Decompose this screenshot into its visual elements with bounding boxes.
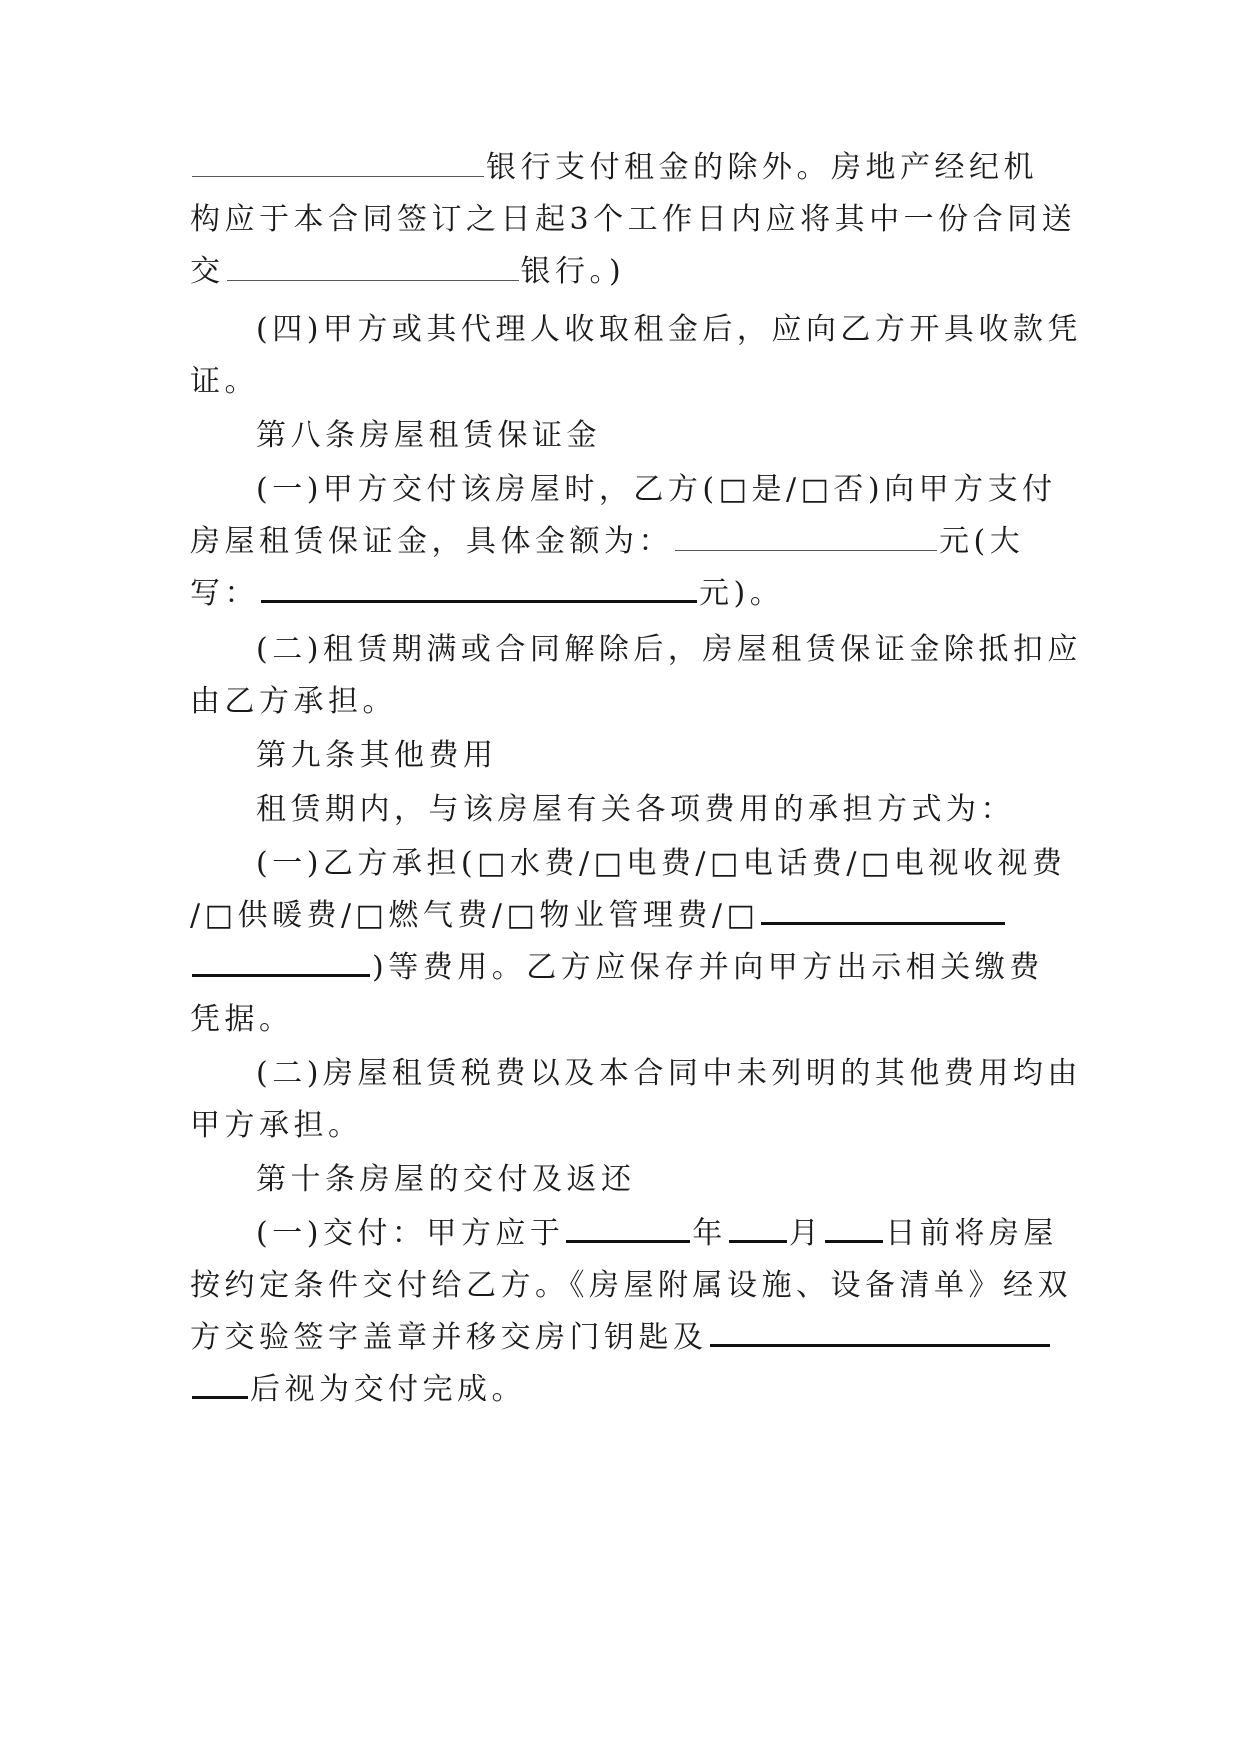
text-line bbox=[190, 200, 1077, 240]
fill-blank[interactable] bbox=[825, 1218, 883, 1243]
text-segment: 元)。 bbox=[699, 576, 785, 611]
text-line bbox=[190, 896, 1052, 936]
text-line bbox=[190, 1266, 1072, 1306]
text-segment: 日前将房屋 bbox=[885, 1216, 1058, 1251]
fill-blank[interactable] bbox=[761, 900, 1005, 925]
text-line bbox=[190, 1318, 1052, 1358]
text-segment: (一)甲方交付该房屋时，乙方(□是/□否)向甲方支付 bbox=[256, 472, 1057, 507]
text-segment: (四)甲方或其代理人收取租金后，应向乙方开具收款凭 bbox=[256, 312, 1082, 347]
text-line bbox=[190, 1000, 1052, 1040]
fill-blank[interactable] bbox=[227, 256, 519, 281]
text-segment: 租赁期内，与该房屋有关各项费用的承担方式为： bbox=[256, 792, 1015, 827]
text-segment: 写： bbox=[190, 576, 259, 611]
fill-blank[interactable] bbox=[192, 1374, 248, 1399]
text-segment: 构应于本合同签订之日起3个工作日内应将其中一份合同送 bbox=[190, 202, 1077, 237]
text-segment: (一)交付：甲方应于 bbox=[256, 1216, 565, 1251]
text-segment: 第十条房屋的交付及返还 bbox=[256, 1162, 636, 1197]
text-segment: 凭据。 bbox=[190, 1002, 294, 1037]
text-line bbox=[256, 844, 1067, 884]
text-segment: /□供暖费/□燃气费/□物业管理费/□ bbox=[190, 898, 760, 933]
fill-blank[interactable] bbox=[710, 1322, 1050, 1347]
text-line bbox=[256, 310, 1082, 350]
fill-blank[interactable] bbox=[566, 1218, 690, 1243]
text-line bbox=[190, 574, 1052, 614]
text-segment: 交 bbox=[190, 254, 225, 289]
text-segment: 年 bbox=[692, 1216, 727, 1251]
text-segment: 银行支付租金的除外。房地产经纪机 bbox=[486, 150, 1038, 185]
text-segment: 由乙方承担。 bbox=[190, 684, 397, 719]
text-segment: 后视为交付完成。 bbox=[250, 1372, 526, 1407]
fill-blank[interactable] bbox=[192, 952, 370, 977]
text-segment: 方交验签字盖章并移交房门钥匙及 bbox=[190, 1320, 708, 1355]
section-heading bbox=[256, 1160, 1052, 1200]
text-segment: 第八条房屋租赁保证金 bbox=[256, 418, 601, 453]
text-segment: )等费用。乙方应保存并向甲方出示相关缴费 bbox=[372, 950, 1044, 985]
text-segment: 证。 bbox=[190, 364, 259, 399]
fill-blank[interactable] bbox=[261, 578, 697, 603]
text-segment: (一)乙方承担(□水费/□电费/□电话费/□电视收视费 bbox=[256, 846, 1067, 881]
text-segment: 元(大 bbox=[939, 524, 1025, 559]
section-heading bbox=[256, 416, 1052, 456]
text-line bbox=[190, 362, 1052, 402]
text-line bbox=[190, 148, 1052, 188]
text-line bbox=[190, 1106, 1052, 1146]
text-line bbox=[190, 252, 1052, 292]
fill-blank[interactable] bbox=[192, 152, 484, 177]
section-heading bbox=[256, 736, 1052, 776]
text-line bbox=[256, 1214, 1058, 1254]
text-segment: 银行。) bbox=[520, 254, 626, 289]
fill-blank[interactable] bbox=[729, 1218, 787, 1243]
text-segment: 月 bbox=[788, 1216, 824, 1251]
text-segment: 按约定条件交付给乙方。《房屋附属设施、设备清单》经双 bbox=[190, 1268, 1072, 1303]
text-line bbox=[256, 630, 1082, 670]
text-line bbox=[256, 1054, 1082, 1094]
text-segment: (二)租赁期满或合同解除后，房屋租赁保证金除抵扣应 bbox=[256, 632, 1082, 667]
text-line bbox=[190, 682, 1052, 722]
text-segment: 房屋租赁保证金，具体金额为： bbox=[190, 524, 673, 559]
text-segment: 第九条其他费用 bbox=[256, 738, 498, 773]
text-line bbox=[190, 522, 1052, 562]
text-segment: 甲方承担。 bbox=[190, 1108, 363, 1143]
text-line bbox=[256, 790, 1052, 830]
text-line bbox=[256, 470, 1057, 510]
text-line bbox=[190, 948, 1052, 988]
text-segment: (二)房屋租赁税费以及本合同中未列明的其他费用均由 bbox=[256, 1056, 1082, 1091]
fill-blank[interactable] bbox=[675, 526, 937, 551]
text-line bbox=[190, 1370, 1052, 1410]
